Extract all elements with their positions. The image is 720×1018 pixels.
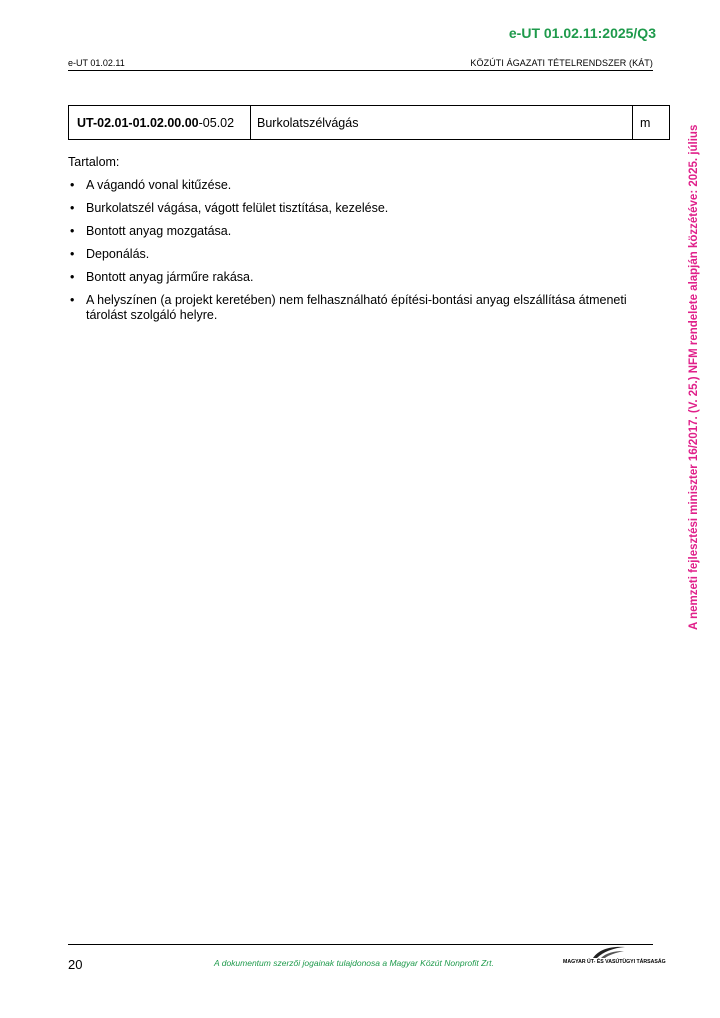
bullet-icon: • <box>70 247 75 261</box>
bullet-icon: • <box>70 224 75 238</box>
list-item: • Burkolatszél vágása, vágott felület tisztítása, kezelése. <box>70 201 389 215</box>
list-item: • A vágandó vonal kitűzése. <box>70 178 232 192</box>
list-item: • A helyszínen (a projekt keretében) nem felhasználható építési-bontási anyag elszállítása átmeneti tárolást szolgáló helyre. <box>70 293 627 322</box>
item-table <box>68 105 670 140</box>
bullet-icon: • <box>70 270 75 284</box>
page-number: 20 <box>68 957 83 972</box>
header-left: e-UT 01.02.11 <box>68 58 125 68</box>
item-code-rest: -05.02 <box>198 115 235 130</box>
publication-note: A nemzeti fejlesztési miniszter 16/2017. (V. 25.) NFM rendelete alapján közzétéve: 2025. július <box>688 124 700 630</box>
bullet-icon: • <box>70 293 75 307</box>
society-logo <box>563 945 666 969</box>
content-label: Tartalom: <box>68 155 120 169</box>
item-code-bold: UT-02.01-01.02.00.00 <box>77 115 199 130</box>
header-right: KÖZÚTI ÁGAZATI TÉTELRENDSZER (KÁT) <box>470 58 653 68</box>
content-list <box>68 178 628 331</box>
list-item: • Deponálás. <box>70 247 150 261</box>
item-unit-cell: m <box>640 115 651 130</box>
bullet-icon: • <box>70 178 75 192</box>
logo-text: MAGYAR ÚT- ÉS VASÚTÜGYI TÁRSASÁG <box>563 959 666 965</box>
header-rule <box>68 70 653 71</box>
item-code-cell <box>69 106 251 139</box>
bullet-icon: • <box>70 201 75 215</box>
list-item: • Bontott anyag járműre rakása. <box>70 270 254 284</box>
document-code: e-UT 01.02.11:2025/Q3 <box>508 25 656 41</box>
item-name-cell: Burkolatszélvágás <box>251 106 633 139</box>
list-item: • Bontott anyag mozgatása. <box>70 224 232 238</box>
road-swoosh-icon <box>591 945 627 959</box>
footer-copyright: A dokumentum szerzői jogainak tulajdonosa a Magyar Közút Nonprofit Zrt. <box>214 958 494 968</box>
